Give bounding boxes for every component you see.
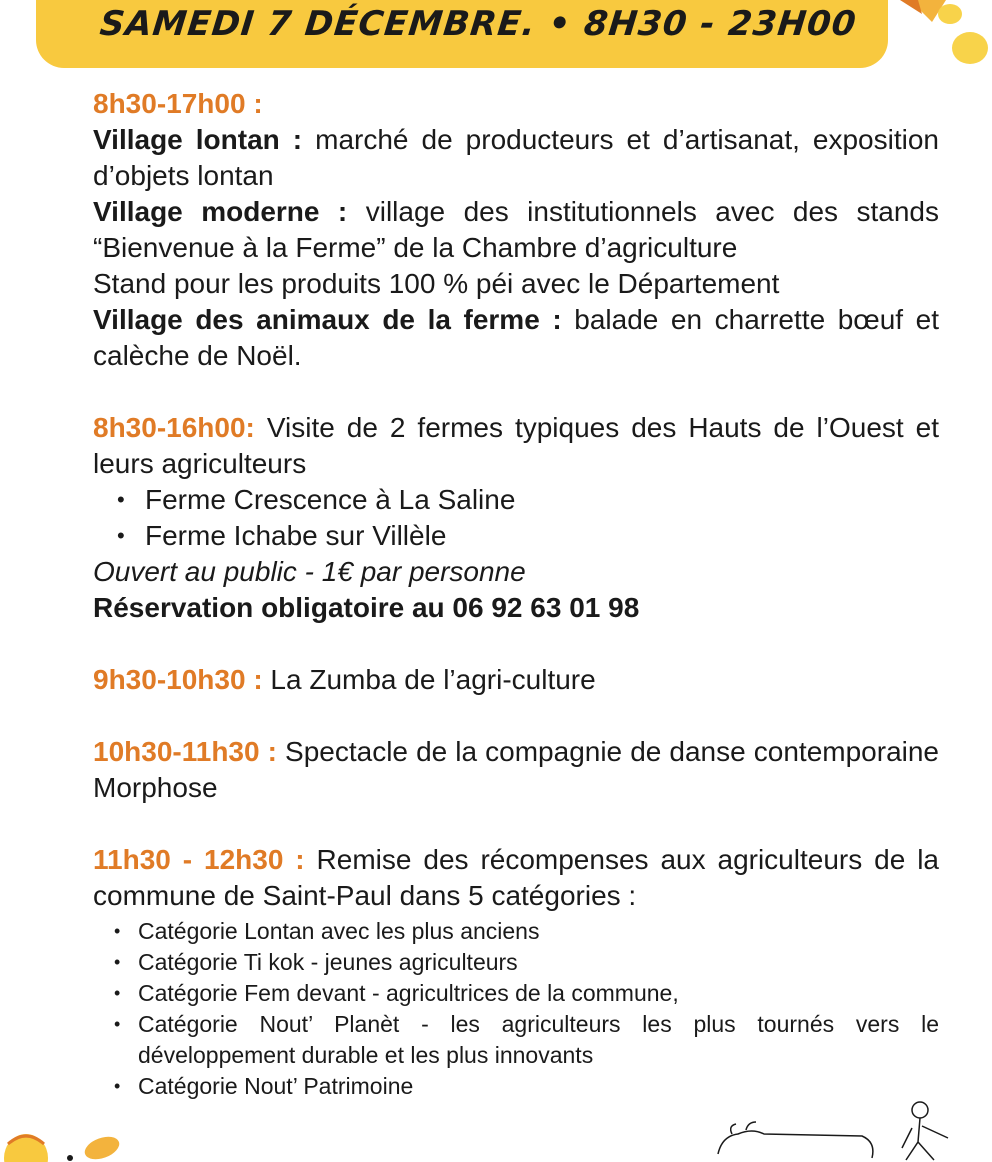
page-title: SAMEDI 7 DÉCEMBRE. • 8H30 - 23H00 (97, 4, 859, 44)
ox-cart-illustration-icon (712, 1098, 992, 1162)
list-item: • Catégorie Lontan avec les plus anciens (138, 916, 939, 947)
section-8h30-16h00 (93, 410, 939, 482)
price-note: Ouvert au public - 1€ par personne (93, 556, 526, 587)
list-item: • Catégorie Nout’ Patrimoine (138, 1071, 939, 1102)
corn-icon (0, 1118, 130, 1162)
time-label: 10h30-11h30 : (93, 736, 277, 767)
village-lontan-label: Village lontan : (93, 124, 303, 155)
farm-list (93, 482, 939, 554)
section-10h30-11h30 (93, 734, 939, 806)
village-moderne-label: Village moderne : (93, 196, 348, 227)
village-moderne-text: village des institutionnels avec des stands “Bienvenue à la Ferme” de la Chambre d’agriculture (93, 196, 940, 263)
section-11h30-12h30 (93, 842, 939, 914)
list-item: • Catégorie Fem devant - agricultrices de la commune, (138, 978, 939, 1009)
time-label: 9h30-10h30 : (93, 664, 263, 695)
program-content (93, 86, 939, 1102)
section-9h30-10h30 (93, 662, 939, 698)
section-8h30-17h00 (93, 86, 939, 374)
list-item: • Catégorie Nout’ Planèt - les agriculteurs les plus tournés vers le développement durable et les plus innovants (138, 1009, 939, 1071)
reservation-note: Réservation obligatoire au 06 92 63 01 98 (93, 592, 640, 623)
time-label: 8h30-16h00: (93, 412, 255, 443)
corn-decoration-icon (900, 0, 992, 72)
list-item: • Ferme Ichabe sur Villèle (145, 518, 939, 554)
village-animaux-label: Village des animaux de la ferme : (93, 304, 562, 335)
section-text: Remise des récompenses aux agriculteurs de la commune de Saint-Paul dans 5 catégories : (93, 844, 939, 911)
list-item: • Ferme Crescence à La Saline (145, 482, 939, 518)
section-text: Spectacle de la compagnie de danse contemporaine Morphose (93, 736, 940, 803)
section-text: La Zumba de l’agri-culture (262, 664, 596, 695)
list-item: • Catégorie Ti kok - jeunes agriculteurs (138, 947, 939, 978)
stand-text: Stand pour les produits 100 % péi avec le Département (93, 268, 780, 299)
time-label: 11h30 - 12h30 : (93, 844, 305, 875)
time-label: 8h30-17h00 : (93, 88, 263, 119)
village-animaux-text: balade en charrette bœuf et calèche de Noël. (93, 304, 939, 371)
section-text: Visite de 2 fermes typiques des Hauts de l’Ouest et leurs agriculteurs (93, 412, 939, 479)
village-lontan-text: marché de producteurs et d’artisanat, exposition d’objets lontan (93, 124, 939, 191)
category-list (93, 916, 939, 1102)
